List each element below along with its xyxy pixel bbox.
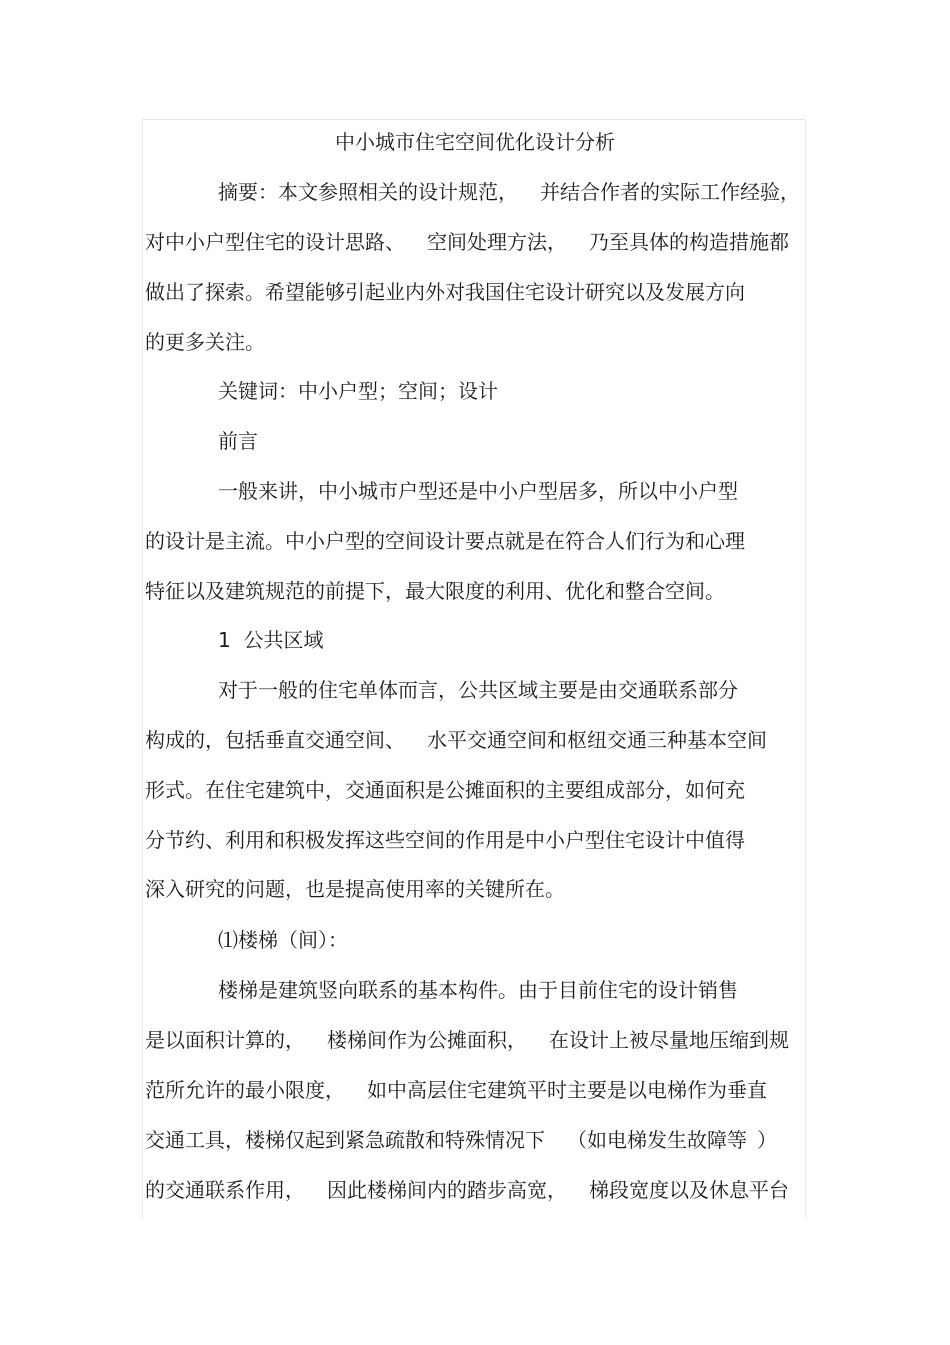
text-segment: 在设计上被尽量地压缩到规 <box>549 1028 789 1052</box>
text-segment: 水平交通空间和枢纽交通三种基本空间 <box>427 728 767 752</box>
subsection-heading: ⑴楼梯（间）： <box>218 928 348 952</box>
text-segment: 摘要：本文参照相关的设计规范， <box>218 180 518 204</box>
paragraph-line: 形式。在住宅建筑中，交通面积是公摊面积的主要组成部分，如何充 <box>145 778 745 802</box>
text-segment: 空间处理方法， <box>427 230 567 254</box>
paragraph-line: 楼梯是建筑竖向联系的基本构件。由于目前住宅的设计销售 <box>218 978 738 1002</box>
text-segment: 构成的，包括垂直交通空间、 <box>145 728 405 752</box>
text-segment: 对中小户型住宅的设计思路、 <box>145 230 405 254</box>
text-segment: 如中高层住宅建筑平时主要是以电梯作为垂直 <box>367 1078 767 1102</box>
abstract-line <box>218 176 800 208</box>
abstract-line: 做出了探索。希望能够引起业内外对我国住宅设计研究以及发展方向 <box>145 280 745 304</box>
paragraph-line <box>145 724 767 756</box>
abstract-line <box>145 226 789 258</box>
paragraph-line: 对于一般的住宅单体而言，公共区域主要是由交通联系部分 <box>218 678 738 702</box>
paragraph-line: 分节约、利用和积极发挥这些空间的作用是中小户型住宅设计中值得 <box>145 828 745 852</box>
preface-heading: 前言 <box>218 429 258 453</box>
text-segment: 是以面积计算的， <box>145 1028 305 1052</box>
text-segment: 并结合作者的实际工作经验， <box>540 180 800 204</box>
text-segment: 交通工具，楼梯仅起到紧急疏散和特殊情况下 <box>145 1128 545 1152</box>
text-segment: 楼梯间作为公摊面积， <box>327 1028 527 1052</box>
paragraph-line: 的设计是主流。中小户型的空间设计要点就是在符合人们行为和心理 <box>145 529 745 553</box>
paragraph-line <box>145 1074 767 1106</box>
text-segment: （如电梯发生故障等 <box>567 1128 747 1152</box>
text-segment: 因此楼梯间内的踏步高宽， <box>327 1178 567 1202</box>
paragraph-line: 一般来讲，中小城市户型还是中小户型居多，所以中小户型 <box>218 479 738 503</box>
abstract-line: 的更多关注。 <box>145 330 265 354</box>
section-heading: 1 公共区域 <box>218 628 324 652</box>
keywords: 关键词：中小户型；空间；设计 <box>218 379 498 403</box>
text-segment: 范所允许的最小限度， <box>145 1078 345 1102</box>
paragraph-line <box>145 1124 777 1156</box>
paragraph-line <box>145 1174 789 1206</box>
paragraph-line: 深入研究的问题，也是提高使用率的关键所在。 <box>145 877 565 901</box>
document-title: 中小城市住宅空间优化设计分析 <box>335 130 615 154</box>
paragraph-line: 特征以及建筑规范的前提下，最大限度的利用、优化和整合空间。 <box>145 579 725 603</box>
paragraph-line <box>145 1024 789 1056</box>
text-segment: 的交通联系作用， <box>145 1178 305 1202</box>
text-segment: ） <box>757 1128 777 1152</box>
text-segment: 梯段宽度以及休息平台 <box>589 1178 789 1202</box>
text-segment: 乃至具体的构造措施都 <box>589 230 789 254</box>
